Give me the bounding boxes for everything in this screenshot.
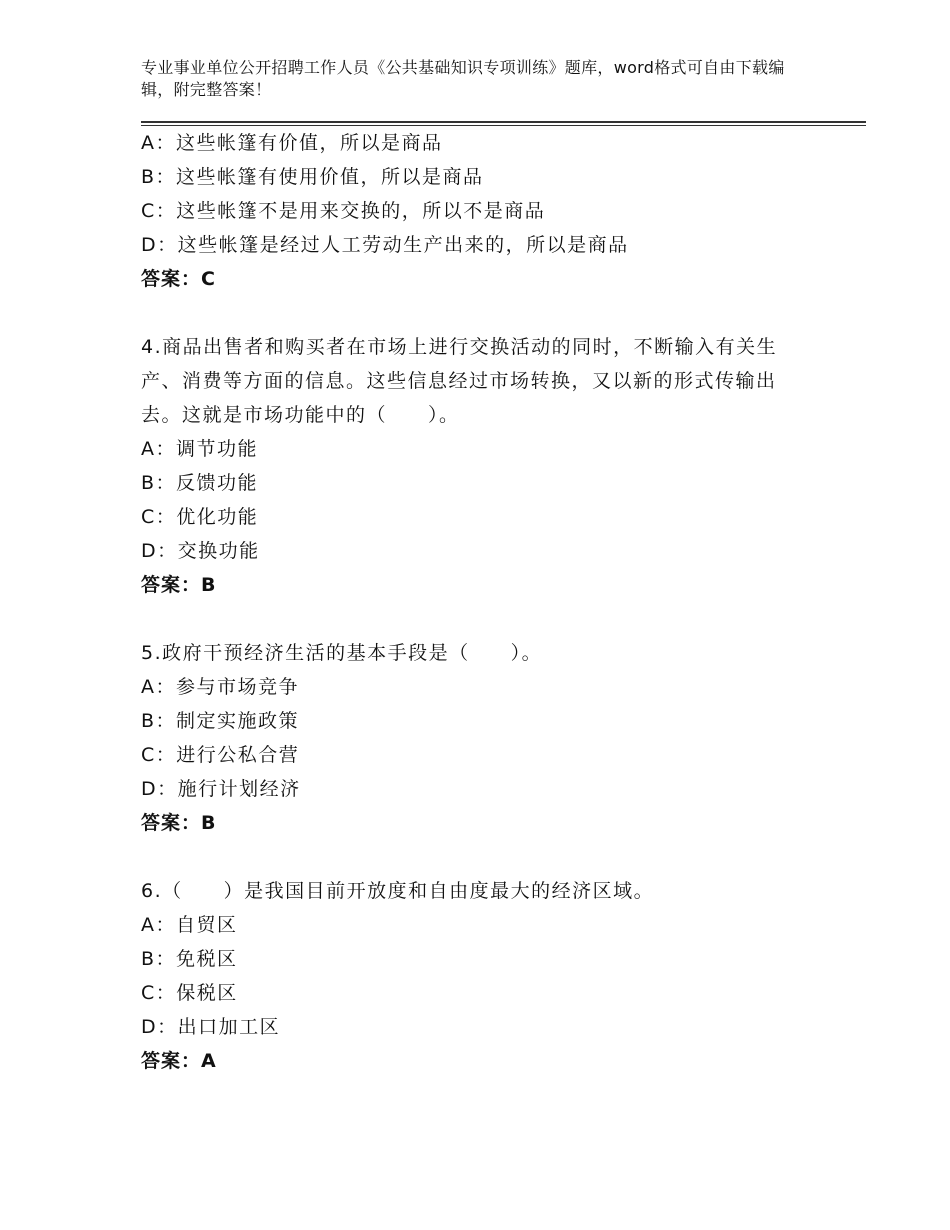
answer-line: 答案：C (141, 268, 216, 290)
option-b: B：反馈功能 (141, 472, 259, 494)
option-b: B：制定实施政策 (141, 710, 300, 732)
answer-line: 答案：A (141, 1050, 217, 1072)
option-c: C：这些帐篷不是用来交换的，所以不是商品 (141, 200, 546, 222)
option-c: C：优化功能 (141, 506, 259, 528)
option-b: B：这些帐篷有使用价值，所以是商品 (141, 166, 484, 188)
option-a: A：这些帐篷有价值，所以是商品 (141, 132, 443, 154)
spacer (141, 296, 806, 330)
spacer (141, 602, 806, 636)
option-c: C：进行公私合营 (141, 744, 300, 766)
header-divider-thick (141, 121, 866, 123)
option-c: C：保税区 (141, 982, 238, 1004)
question-text: 6.（ ）是我国目前开放度和自由度最大的经济区域。 (141, 880, 655, 902)
question-6 (141, 874, 806, 1078)
question-4 (141, 330, 806, 602)
option-a: A：自贸区 (141, 914, 238, 936)
option-d: D：出口加工区 (141, 1016, 281, 1038)
option-a: A：参与市场竞争 (141, 676, 299, 698)
question-list (141, 126, 806, 1078)
option-d: D：交换功能 (141, 540, 260, 562)
option-d: D：施行计划经济 (141, 778, 301, 800)
document-header: 专业事业单位公开招聘工作人员《公共基础知识专项训练》题库，word格式可自由下载编辑，附完整答案！ (141, 58, 785, 99)
option-b: B：免税区 (141, 948, 238, 970)
spacer (141, 840, 806, 874)
question-5 (141, 636, 806, 840)
answer-line: 答案：B (141, 574, 217, 596)
question-text: 5.政府干预经济生活的基本手段是（ ）。 (141, 642, 543, 664)
question-3 (141, 126, 806, 296)
answer-line: 答案：B (141, 812, 217, 834)
option-a: A：调节功能 (141, 438, 258, 460)
question-text: 4.商品出售者和购买者在市场上进行交换活动的同时，不断输入有关生产、消费等方面的信息。这些信息经过市场转换，又以新的形式传输出去。这就是市场功能中的（ ）。 (141, 336, 778, 426)
option-d: D：这些帐篷是经过人工劳动生产出来的，所以是商品 (141, 234, 629, 256)
